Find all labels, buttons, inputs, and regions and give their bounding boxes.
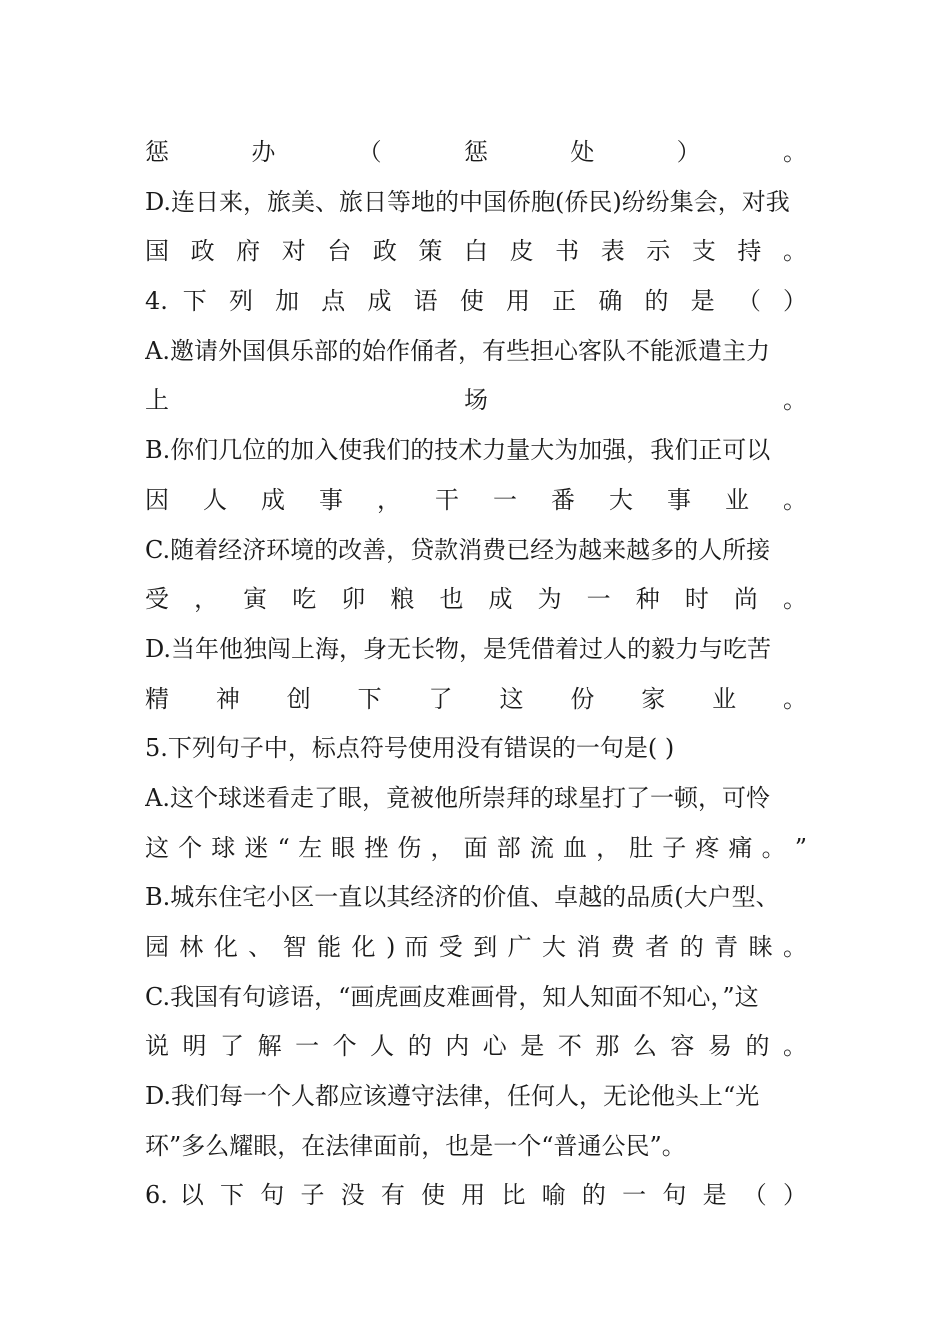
question-4-title: 4. 下 列 加 点 成 语 使 用 正 确 的 是 （ ）	[145, 287, 807, 316]
text-line: D.连日来，旅美、旅日等地的中国侨胞(侨民)纷纷集会，对我	[145, 187, 790, 216]
question-5-title: 5.下列句子中，标点符号使用没有错误的一句是( )	[145, 734, 675, 763]
question-6-title: 6. 以 下 句 子 没 有 使 用 比 喻 的 一 句 是 （ ）	[145, 1181, 807, 1210]
option-c-line: C.我国有句谚语，“画虎画皮难画骨，知人知面不知心，”这	[145, 982, 759, 1011]
text-line: 园 林 化 、 智 能 化 ) 而 受 到 广 大 消 费 者 的 青 睐 。	[145, 933, 807, 961]
text-line: 惩 办 （ 惩 处 ） 。	[145, 138, 807, 166]
text-line: 国 政 府 对 台 政 策 白 皮 书 表 示 支 持 。	[145, 237, 807, 266]
document-body	[145, 128, 807, 1221]
text-line: 精 神 创 下 了 这 份 家 业 。	[145, 684, 807, 713]
text-line: 上 场 。	[145, 386, 807, 415]
text-line: 环”多么耀眼，在法律面前，也是一个“普通公民”。	[145, 1131, 686, 1160]
option-b-line: B.你们几位的加入使我们的技术力量大为加强，我们正可以	[145, 436, 771, 465]
text-line: 受 ， 寅 吃 卯 粮 也 成 为 一 种 时 尚 。	[145, 585, 807, 614]
text-line: 这 个 球 迷 “ 左 眼 挫 伤 ， 面 部 流 血 ， 肚 子 疼 痛 。 ”	[145, 833, 807, 862]
option-d-line: D.当年他独闯上海，身无长物，是凭借着过人的毅力与吃苦	[145, 634, 772, 663]
option-a-line: A.这个球迷看走了眼，竟被他所崇拜的球星打了一顿，可怜	[145, 783, 770, 812]
text-line: 因 人 成 事 ， 干 一 番 大 事 业 。	[145, 485, 807, 514]
option-a-line: A.邀请外国俱乐部的始作俑者，有些担心客队不能派遣主力	[145, 336, 770, 365]
text-line: 说 明 了 解 一 个 人 的 内 心 是 不 那 么 容 易 的 。	[145, 1032, 807, 1061]
option-b-line: B.城东住宅小区一直以其经济的价值、卓越的品质(大户型、	[145, 883, 780, 912]
option-d-line: D.我们每一个人都应该遵守法律，任何人，无论他头上“光	[145, 1082, 760, 1111]
option-c-line: C.随着经济环境的改善，贷款消费已经为越来越多的人所接	[145, 535, 771, 564]
